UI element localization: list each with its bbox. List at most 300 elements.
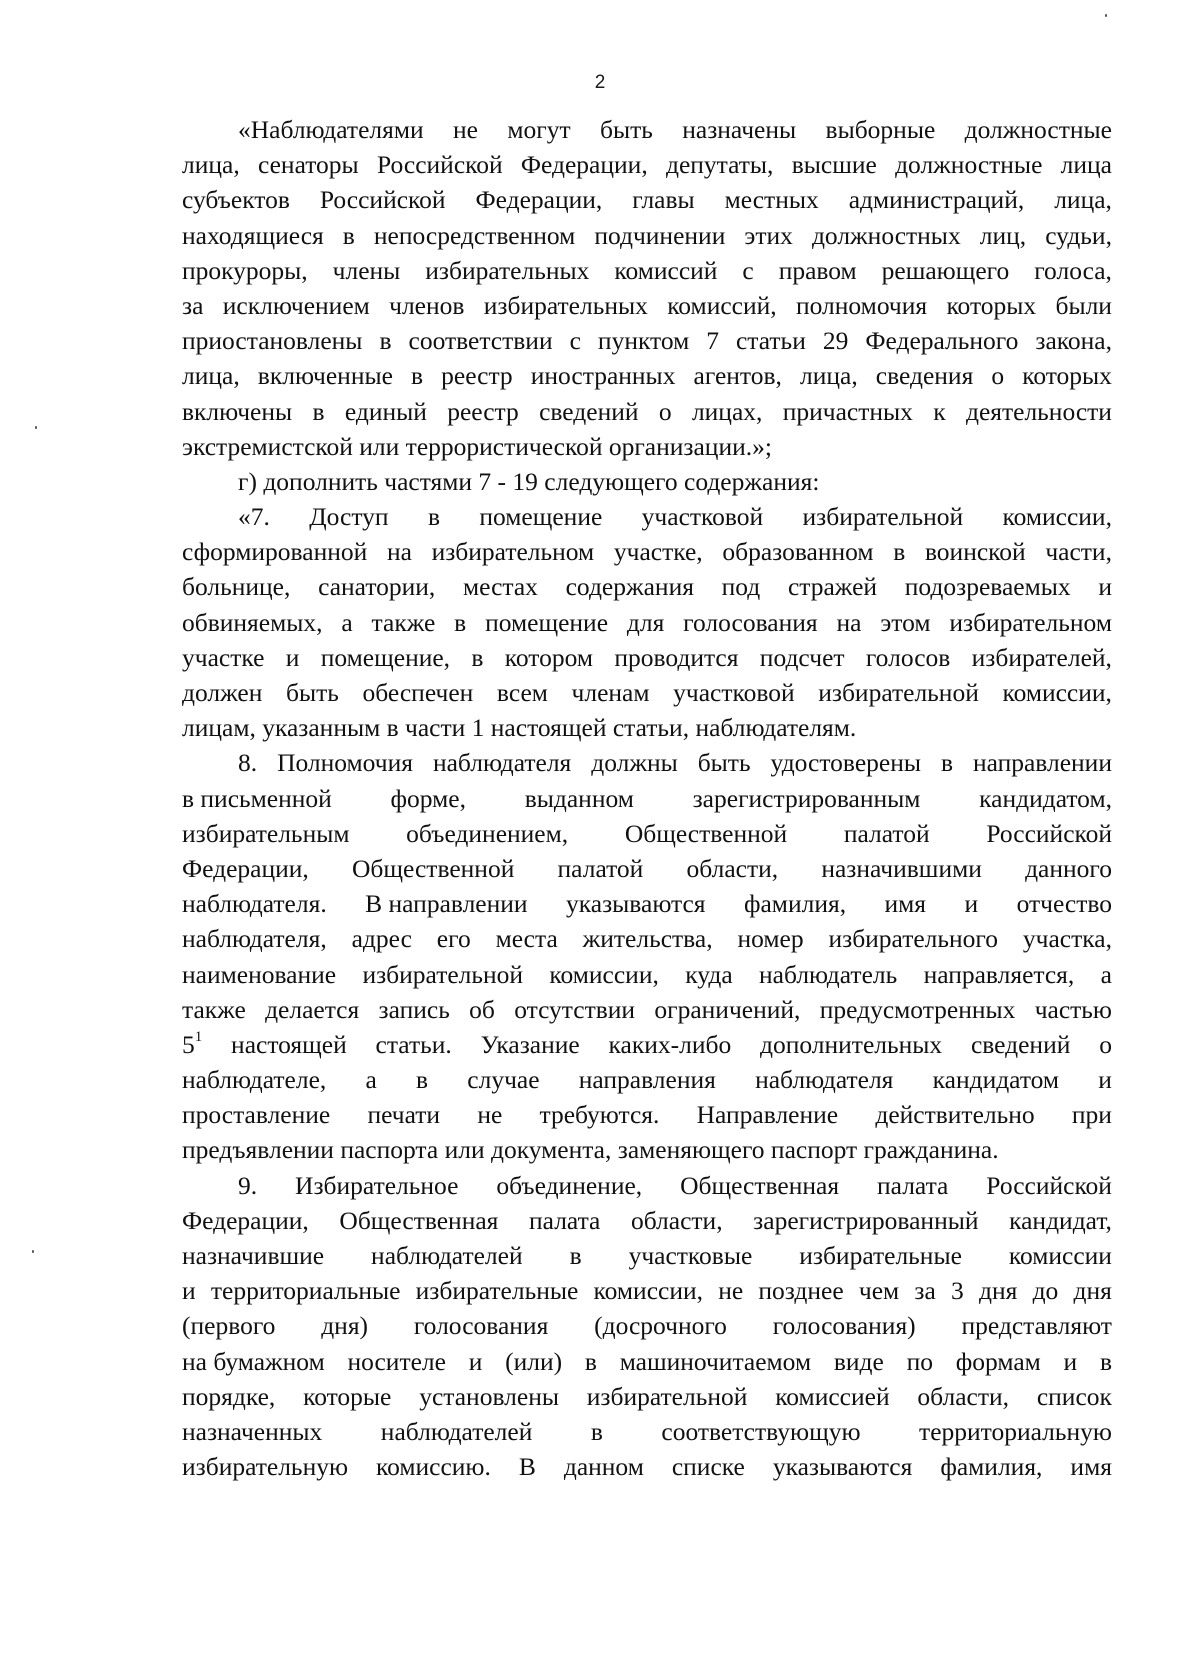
word: области, xyxy=(630,1205,723,1235)
word: участковые xyxy=(628,1241,753,1270)
word: 29 xyxy=(822,326,849,356)
word: члены xyxy=(332,255,401,285)
word: с xyxy=(742,255,754,285)
text-line xyxy=(182,957,1112,992)
word: направления xyxy=(578,1065,716,1095)
word: проставление xyxy=(182,1100,331,1130)
word: участке, xyxy=(613,537,703,567)
word: Указание xyxy=(480,1029,580,1059)
word: в xyxy=(312,396,325,426)
word: лица, xyxy=(182,361,240,391)
word: комиссий, xyxy=(667,290,777,320)
word: реестр xyxy=(447,396,519,426)
word: Федерации, xyxy=(475,185,603,215)
text-line xyxy=(182,1132,1112,1167)
word: куда xyxy=(685,959,733,989)
text-line xyxy=(182,851,1112,886)
word: с xyxy=(569,326,581,356)
text-line xyxy=(182,886,1112,921)
word: формам xyxy=(955,1346,1041,1376)
word: места xyxy=(495,924,558,954)
word: в xyxy=(569,1241,582,1270)
text-line xyxy=(182,710,1112,745)
word: избирателей, xyxy=(971,642,1112,672)
word: должностные xyxy=(964,115,1112,144)
text-line xyxy=(182,1449,1112,1484)
word: для xyxy=(626,607,665,637)
word: избирательные xyxy=(415,1276,579,1306)
word: сенаторы xyxy=(257,150,359,180)
word: указываются xyxy=(772,1452,913,1482)
word: подозреваемых xyxy=(904,572,1071,602)
word: включены xyxy=(182,396,293,426)
text-line xyxy=(182,147,1112,182)
word: должностные xyxy=(895,150,1043,180)
word: правом xyxy=(778,255,857,285)
word: дополнительных xyxy=(760,1029,943,1059)
word: в xyxy=(1099,1346,1112,1376)
word: частью xyxy=(1034,994,1112,1024)
text-line xyxy=(182,253,1112,288)
word: Направление xyxy=(696,1100,839,1130)
word: в xyxy=(940,748,953,778)
text-line xyxy=(182,394,1112,429)
word: назначенных xyxy=(182,1416,323,1446)
word: могут xyxy=(507,115,571,144)
word: и xyxy=(1098,572,1112,602)
text-line xyxy=(182,429,1112,464)
word: 9. xyxy=(238,1170,258,1200)
word: должностных xyxy=(811,220,961,250)
word: и xyxy=(1063,1346,1078,1376)
line-text: г) дополнить частями 7 - 19 следующего содержания: xyxy=(238,466,820,496)
word: палата xyxy=(529,1205,601,1235)
word: подсчет xyxy=(759,642,845,672)
word: кандидатом xyxy=(932,1065,1060,1095)
word: высшие xyxy=(791,150,877,180)
word: в xyxy=(342,220,355,250)
word: и xyxy=(182,1276,196,1306)
word: зарегистрированным xyxy=(692,783,921,813)
word: комиссии xyxy=(1008,1241,1112,1270)
word: быть xyxy=(286,678,339,707)
word: печати xyxy=(367,1100,441,1130)
word: назначившие xyxy=(182,1241,325,1270)
word: о xyxy=(1099,1029,1112,1059)
word: жительства, xyxy=(582,924,713,954)
word: в xyxy=(454,607,467,637)
word: в xyxy=(590,1416,603,1446)
word: о xyxy=(991,361,1005,391)
word: воинской xyxy=(924,537,1026,567)
word: избирательным xyxy=(182,818,350,848)
word: В xyxy=(518,1452,536,1482)
text-line xyxy=(182,605,1112,640)
word: лица, xyxy=(800,361,858,391)
word: комиссии, xyxy=(1002,678,1112,707)
word: об xyxy=(469,994,495,1024)
word: области, xyxy=(686,853,779,883)
word: наблюдателя xyxy=(432,748,572,778)
word: списке xyxy=(671,1452,745,1482)
word: 3 xyxy=(951,1276,964,1306)
word: 8. xyxy=(238,748,258,778)
word: в xyxy=(471,642,484,672)
word: соответствующую xyxy=(661,1416,861,1446)
word: на xyxy=(386,537,412,567)
word: дня) xyxy=(321,1311,369,1341)
word: в xyxy=(893,537,906,567)
text-line xyxy=(182,1097,1112,1132)
superscript: 1 xyxy=(194,1029,203,1046)
text-line xyxy=(182,323,1112,358)
word: больнице, xyxy=(182,572,291,602)
word: номер xyxy=(737,924,804,954)
word: форме, xyxy=(390,783,466,813)
word: депутаты, xyxy=(665,150,774,180)
word: комиссии, xyxy=(593,1276,703,1306)
text-line xyxy=(182,1273,1112,1308)
word: были xyxy=(1055,290,1112,320)
word: участковой xyxy=(641,502,764,532)
word: агентов, xyxy=(693,361,782,391)
word: и xyxy=(468,1346,483,1376)
word: подчинении xyxy=(594,220,726,250)
text-line xyxy=(182,992,1112,1027)
word: Российской xyxy=(986,1170,1112,1200)
word: комиссии, xyxy=(549,959,659,989)
text-line xyxy=(182,499,1112,534)
word: Полномочия xyxy=(277,748,413,778)
word: голоса, xyxy=(1034,255,1112,285)
word: голосования) xyxy=(772,1311,916,1341)
word: содержания xyxy=(565,572,694,602)
word: причастных xyxy=(782,396,913,426)
word: прокуроры, xyxy=(182,255,308,285)
word: и xyxy=(285,642,300,672)
word: объединение, xyxy=(496,1170,643,1200)
word: должны xyxy=(591,748,678,778)
word: в xyxy=(411,361,424,391)
word: действительно xyxy=(875,1100,1035,1130)
word: статьи xyxy=(735,326,806,356)
text-line xyxy=(182,218,1112,253)
word: Федерации, xyxy=(182,1205,309,1235)
word: каких-либо xyxy=(608,1029,732,1059)
word: в xyxy=(379,326,392,356)
word: в xyxy=(584,1346,597,1376)
word: дня xyxy=(978,1276,1018,1306)
word: лица, xyxy=(182,150,240,180)
word: лицах, xyxy=(691,396,763,426)
word: комиссий xyxy=(614,255,718,285)
word: указываются xyxy=(566,889,706,919)
word: Общественная xyxy=(339,1205,499,1235)
text-line xyxy=(182,288,1112,323)
word: выданном xyxy=(524,783,634,813)
text-line xyxy=(182,675,1112,710)
word: непосредственном xyxy=(373,220,576,250)
text-line xyxy=(182,745,1112,780)
word: не xyxy=(453,115,478,144)
word: пунктом xyxy=(597,326,690,356)
word: котором xyxy=(504,642,593,672)
word: статьи. xyxy=(375,1029,452,1059)
word: избирательного xyxy=(828,924,999,954)
word: голосования xyxy=(413,1311,549,1341)
word: и xyxy=(964,889,979,919)
text-line xyxy=(182,464,1112,499)
word: лиц, xyxy=(979,220,1027,250)
document-body xyxy=(182,112,1112,1484)
word: Общественная xyxy=(680,1170,840,1200)
word: выборные xyxy=(825,115,936,144)
word: наблюдателей xyxy=(371,1241,523,1270)
word: до xyxy=(1032,1276,1059,1306)
word: голосов xyxy=(865,642,951,672)
word: помещение xyxy=(485,607,609,637)
word: назначены xyxy=(682,115,797,144)
word: порядке, xyxy=(182,1381,276,1411)
word: в xyxy=(416,1065,429,1095)
word: проводится xyxy=(614,642,739,672)
word: «Наблюдателями xyxy=(238,115,424,144)
word: не xyxy=(477,1100,503,1130)
word: в xyxy=(427,502,440,532)
word: к xyxy=(933,396,946,426)
word: сведений xyxy=(970,1029,1071,1059)
word: решающего xyxy=(881,255,1010,285)
word: при xyxy=(1071,1100,1112,1130)
text-line xyxy=(182,1027,1112,1062)
word: избирательной xyxy=(818,678,979,707)
word: Общественной xyxy=(624,818,788,848)
word: исключением xyxy=(222,290,370,320)
word: фамилия, xyxy=(940,1452,1043,1482)
word: помещение xyxy=(479,502,603,532)
word: обвиняемых, xyxy=(182,607,323,637)
word: субъектов xyxy=(182,185,290,215)
text-line xyxy=(182,1414,1112,1449)
word: виде xyxy=(833,1346,884,1376)
scan-speck xyxy=(35,426,37,429)
word: приостановлены xyxy=(182,326,363,356)
word: сформированной xyxy=(182,537,368,567)
word: помещение, xyxy=(320,642,451,672)
word: по xyxy=(906,1346,933,1376)
word: кандидатом, xyxy=(979,783,1112,813)
word: за xyxy=(914,1276,936,1306)
word: также xyxy=(182,994,246,1024)
word: судьи, xyxy=(1045,220,1112,250)
word: территориальные xyxy=(210,1276,401,1306)
word: избирательном xyxy=(949,607,1112,637)
word: быть xyxy=(697,748,751,778)
word: на xyxy=(836,607,862,637)
text-line xyxy=(182,358,1112,393)
word: наблюдателя. xyxy=(182,889,327,919)
word: быть xyxy=(599,115,653,144)
word: (досрочного xyxy=(594,1311,727,1341)
word: палата xyxy=(877,1170,949,1200)
word: позднее xyxy=(758,1276,844,1306)
word: имя xyxy=(1070,1452,1112,1482)
text-line xyxy=(182,112,1112,147)
word: 7 xyxy=(706,326,719,356)
word: санатории, xyxy=(318,572,436,602)
word: дня xyxy=(1073,1276,1112,1306)
word: (или) xyxy=(505,1346,563,1376)
word: список xyxy=(1036,1381,1112,1411)
word: Доступ xyxy=(309,502,389,532)
word: (первого xyxy=(182,1311,276,1341)
word: адрес xyxy=(351,924,412,954)
word: обеспечен xyxy=(362,678,474,707)
word: части, xyxy=(1045,537,1112,567)
word: Федерального xyxy=(865,326,1019,356)
word: о xyxy=(658,396,672,426)
text-line xyxy=(182,1379,1112,1414)
word: участка, xyxy=(1022,924,1112,954)
scan-speck xyxy=(32,1250,34,1253)
word: иностранных xyxy=(530,361,676,391)
text-line xyxy=(182,640,1112,675)
scan-speck xyxy=(1105,14,1107,17)
text-line xyxy=(182,921,1112,956)
word: удостоверены xyxy=(770,748,921,778)
word: этих xyxy=(744,220,793,250)
word: а xyxy=(365,1065,377,1095)
text-line xyxy=(182,1238,1112,1273)
word: Российской xyxy=(376,150,503,180)
word: наблюдателя xyxy=(755,1065,894,1095)
word: Избирательное xyxy=(295,1170,459,1200)
word: также xyxy=(371,607,436,637)
word: участке xyxy=(182,642,265,672)
text-line xyxy=(182,1062,1112,1097)
text-line xyxy=(182,781,1112,816)
word: которых xyxy=(1022,361,1112,391)
line-text: предъявлении паспорта или документа, заменяющего паспорт гражданина. xyxy=(182,1135,999,1165)
word: а xyxy=(341,607,353,637)
text-line xyxy=(182,816,1112,851)
word: наблюдателей xyxy=(380,1416,533,1446)
word: сведений xyxy=(539,396,639,426)
word: требуются. xyxy=(539,1100,660,1130)
word: избирательном xyxy=(431,537,595,567)
word: запись xyxy=(378,994,450,1024)
word: чем xyxy=(858,1276,900,1306)
word: его xyxy=(436,924,471,954)
word: избирательной xyxy=(362,959,524,989)
word: Российской xyxy=(319,185,446,215)
word: членам xyxy=(571,678,650,707)
word: $5^1$ xyxy=(182,1029,203,1059)
word: Российской xyxy=(986,818,1112,848)
word: в письменной xyxy=(182,783,332,813)
word: не xyxy=(718,1276,744,1306)
word: избирательную xyxy=(182,1452,349,1482)
word: наименование xyxy=(182,959,337,989)
line-text: лицам, указанным в части 1 настоящей статьи, наблюдателям. xyxy=(182,713,857,743)
word: избирательной xyxy=(586,1381,748,1411)
word: избирательных xyxy=(425,255,590,285)
word: должен xyxy=(182,678,263,707)
word: этом xyxy=(880,607,931,637)
word: данном xyxy=(563,1452,644,1482)
text-line xyxy=(182,1308,1112,1343)
word: Общественной xyxy=(352,853,515,883)
word: включенные xyxy=(257,361,393,391)
text-line xyxy=(182,569,1112,604)
word: членов xyxy=(389,290,465,320)
word: носителе xyxy=(347,1346,446,1376)
word: Федерации, xyxy=(520,150,648,180)
word: реестр xyxy=(441,361,513,391)
word: области, xyxy=(917,1381,1010,1411)
word: на бумажном xyxy=(182,1346,325,1376)
word: комиссию. xyxy=(376,1452,491,1482)
word: единый xyxy=(344,396,427,426)
word: фамилия, xyxy=(743,889,847,919)
word: закона, xyxy=(1035,326,1112,356)
word: данного xyxy=(1025,853,1112,883)
word: зарегистрированный xyxy=(753,1205,979,1235)
word: сведения xyxy=(875,361,974,391)
text-line xyxy=(182,534,1112,569)
text-line xyxy=(182,1203,1112,1238)
word: представляют xyxy=(961,1311,1112,1341)
word: участковой xyxy=(673,678,795,707)
word: комиссии, xyxy=(1002,502,1112,532)
word: а xyxy=(1100,959,1112,989)
word: отчество xyxy=(1016,889,1112,919)
word: предусмотренных xyxy=(819,994,1016,1024)
line-text: экстремистской или террористической организации.»; xyxy=(182,431,772,461)
word: администраций, xyxy=(848,185,1025,215)
word: ограничений, xyxy=(654,994,801,1024)
word: которые xyxy=(303,1381,392,1411)
word: отсутствии xyxy=(514,994,636,1024)
word: машиночитаемом xyxy=(619,1346,812,1376)
word: объединением, xyxy=(406,818,569,848)
word: настоящей xyxy=(231,1029,347,1059)
word: случае xyxy=(467,1065,540,1095)
word: голосования xyxy=(683,607,818,637)
word: кандидат, xyxy=(1009,1205,1112,1235)
word: избирательных xyxy=(483,290,648,320)
word: комиссией xyxy=(775,1381,890,1411)
word: под xyxy=(721,572,761,602)
word: наблюдателя, xyxy=(182,924,327,954)
word: которых xyxy=(946,290,1037,320)
word: лица xyxy=(1060,150,1112,180)
word: В направлении xyxy=(365,889,528,919)
word: лица, xyxy=(1054,185,1112,215)
word: местах xyxy=(462,572,538,602)
word: установлены xyxy=(419,1381,559,1411)
word: наблюдатель xyxy=(759,959,898,989)
word: делается xyxy=(265,994,360,1024)
word: наблюдателе, xyxy=(182,1065,327,1095)
word: избирательные xyxy=(799,1241,962,1270)
word: «7. xyxy=(238,502,270,532)
word: всем xyxy=(496,678,548,707)
word: имя xyxy=(884,889,927,919)
word: направляется, xyxy=(923,959,1075,989)
page-number: 2 xyxy=(594,72,606,93)
word: территориальную xyxy=(919,1416,1112,1446)
